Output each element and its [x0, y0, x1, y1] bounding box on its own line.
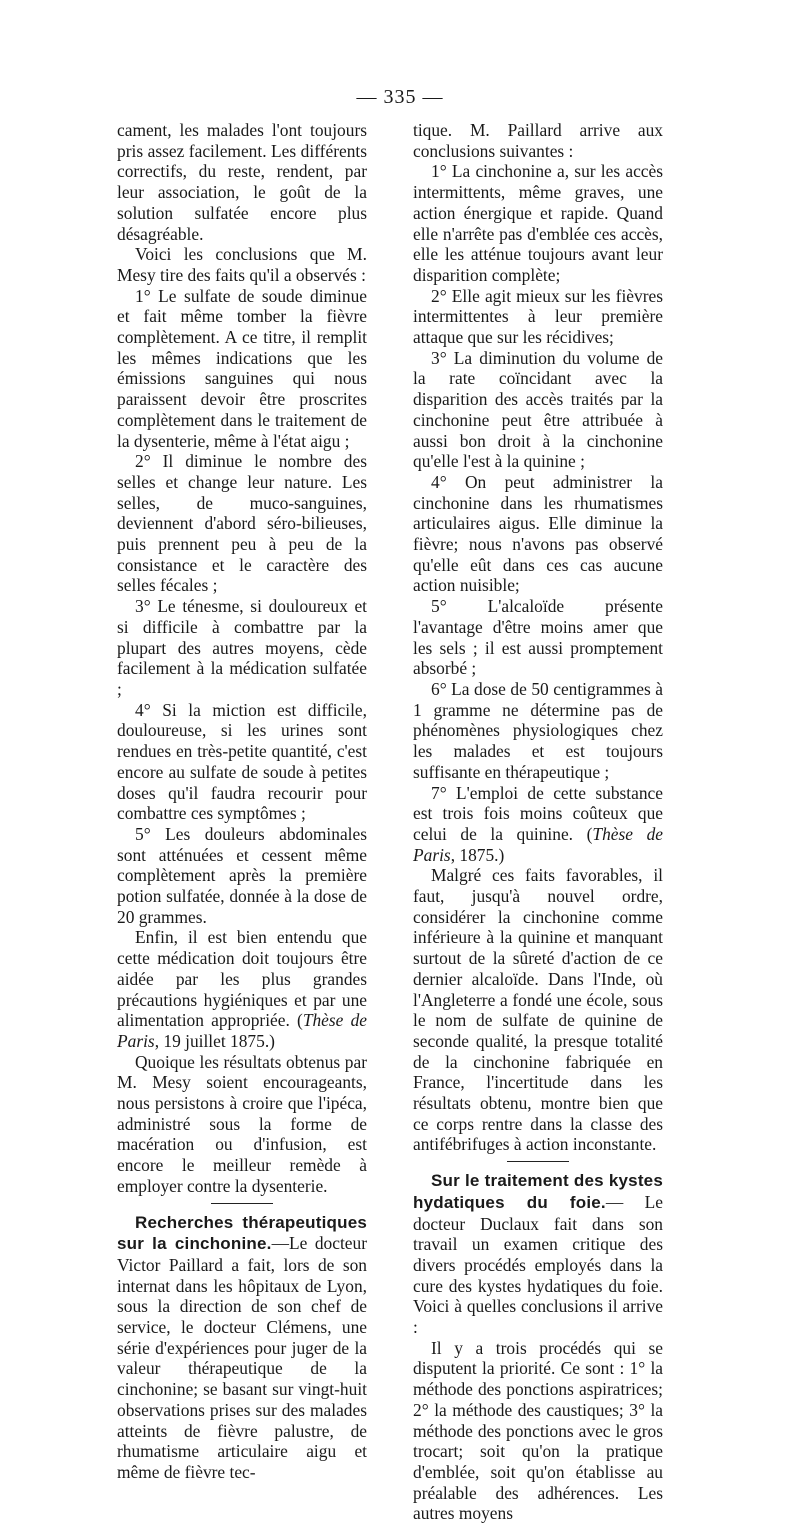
page-number: — 335 — — [356, 86, 444, 108]
right-column — [413, 120, 663, 1524]
section-divider — [507, 1161, 569, 1162]
paragraph: 1° La cinchonine a, sur les accès intermittents, même graves, une action énergique et rapide. Quand elle n'arrête pas d'emblée ces accès, elle les atténue toujours avant leur disparition complète; — [413, 161, 663, 285]
paragraph-text: 7° L'emploi de cette substance est trois fois moins coûteux que celui de la quinine. ( — [413, 782, 663, 844]
paragraph: cament, les malades l'ont toujours pris assez facilement. Les différents correctifs, du reste, rendent, par leur association, le goût de la solution sulfatée encore plus désagréable. — [117, 120, 367, 244]
paragraph: Voici les conclusions que M. Mesy tire des faits qu'il a observés : — [117, 244, 367, 285]
citation: Thèse de Paris — [117, 1010, 367, 1051]
paragraph: Quoique les résultats obtenus par M. Mesy soient encourageants, nous persistons à croire que l'ipéca, administré sous la forme de macération ou d'infusion, est encore le meilleur remède à employer contre la dysenterie. — [117, 1051, 367, 1196]
paragraph-text: — Le docteur Duclaux fait dans son travail un examen critique des divers procédés employés dans la cure des kystes hydatiques du foie. Voici à quelles conclusions il arrive : — [413, 1191, 663, 1338]
left-column — [117, 120, 367, 1483]
citation: Thèse de Paris — [413, 823, 663, 865]
paragraph: 5° Les douleurs abdominales sont atténuées et cessent même complètement après la première potion sulfatée, donnée à la dose de 20 grammes. — [117, 823, 367, 927]
citation-date: , 1875.) — [450, 844, 505, 865]
paragraph: 4° On peut administrer la cinchonine dans les rhumatismes articulaires aigus. Elle diminue la fièvre; nous n'avons pas observé qu'elle eût dans ces cas aucune action nuisible; — [413, 471, 663, 596]
section-heading: Recherches thérapeutiques sur la cinchonine. — [117, 1212, 367, 1254]
section-paragraph — [413, 1170, 663, 1338]
paragraph: tique. M. Paillard arrive aux conclusions suivantes : — [413, 120, 663, 161]
paragraph: 2° Il diminue le nombre des selles et change leur nature. Les selles, de muco-sanguines, deviennent d'abord séro-bilieuses, puis prennent peu à peu de la consistance et le caractère des selles fécales ; — [117, 451, 367, 596]
paragraph — [413, 783, 663, 866]
paragraph-text: Enfin, il est bien entendu que cette médication doit toujours être aidée par les plus grandes précautions hygiéniques et par une alimentation appropriée. ( — [117, 927, 367, 1031]
paragraph: Il y a trois procédés qui se disputent la priorité. Ce sont : 1° la méthode des ponctions aspiratrices; 2° la méthode des caustiques; 3° la méthode des ponctions avec le gros trocart; soit qu'on la pratique d'emblée, soit qu'on établisse au préalable des adhérences. Les autres moyens — [413, 1337, 663, 1524]
paragraph-text: —Le docteur Victor Paillard a fait, lors de son internat dans les hôpitaux de Lyon, sous la direction de son chef de service, le docteur Clémens, une série d'expériences pour juger de la valeur thérapeutique de la cinchonine; se basant sur vingt-huit observations prises sur des malades atteints de fièvre palustre, de rhumatisme articulaire aigu et même de fièvre tec- — [117, 1233, 367, 1482]
paragraph: 3° La diminution du volume de la rate coïncidant avec la disparition des accès traités par la cinchonine peut être attribuée à aussi bon droit à la cinchonine qu'elle l'est à la quinine ; — [413, 347, 663, 472]
paragraph: 3° Le ténesme, si douloureux et si difficile à combattre par la plupart des autres moyens, cède facilement à la médication sulfatée ; — [117, 596, 367, 699]
paragraph: 1° Le sulfate de soude diminue et fait même tomber la fièvre complètement. A ce titre, il remplit les mêmes indications que les émissions sanguines qui nous paraissent devoir être proscrites complètement dans le traitement de la dysenterie, même à l'état aigu ; — [117, 285, 367, 451]
citation-date: , 19 juillet 1875.) — [154, 1030, 275, 1051]
paragraph: 5° L'alcaloïde présente l'avantage d'être moins amer que les sels ; il est aussi promptement absorbé ; — [413, 596, 663, 679]
paragraph: Malgré ces faits favorables, il faut, jusqu'à nouvel ordre, considérer la cinchonine comme inférieure à la quinine et manquant surtout de la sûreté d'action de ce dernier alcaloïde. Dans l'Inde, où l'Angleterre a fondé une école, sous le nom de sulfate de quinine de seconde qualité, la presque totalité de la cinchonine fabriquée en France, l'incertitude dans les résultats obtenu, montre bien que ce corps rentre dans la classe des antifébrifuges à action inconstante. — [413, 865, 663, 1155]
section-divider — [211, 1203, 273, 1204]
paragraph: 2° Elle agit mieux sur les fièvres intermittentes à leur première attaque que sur les récidives; — [413, 285, 663, 348]
paragraph — [117, 927, 367, 1051]
paragraph: 4° Si la miction est difficile, douloureuse, si les urines sont rendues en très-petite quantité, c'est encore au sulfate de soude à petites doses qu'il faudra recourir pour combattre ces symptômes ; — [117, 699, 367, 824]
paragraph: 6° La dose de 50 centigrammes à 1 gramme ne détermine pas de phénomènes physiologiques chez les malades et est toujours suffisante en thérapeutique ; — [413, 678, 663, 782]
section-paragraph — [117, 1212, 367, 1483]
section-heading: Sur le traitement des kystes hydatiques du foie. — [413, 1171, 663, 1212]
